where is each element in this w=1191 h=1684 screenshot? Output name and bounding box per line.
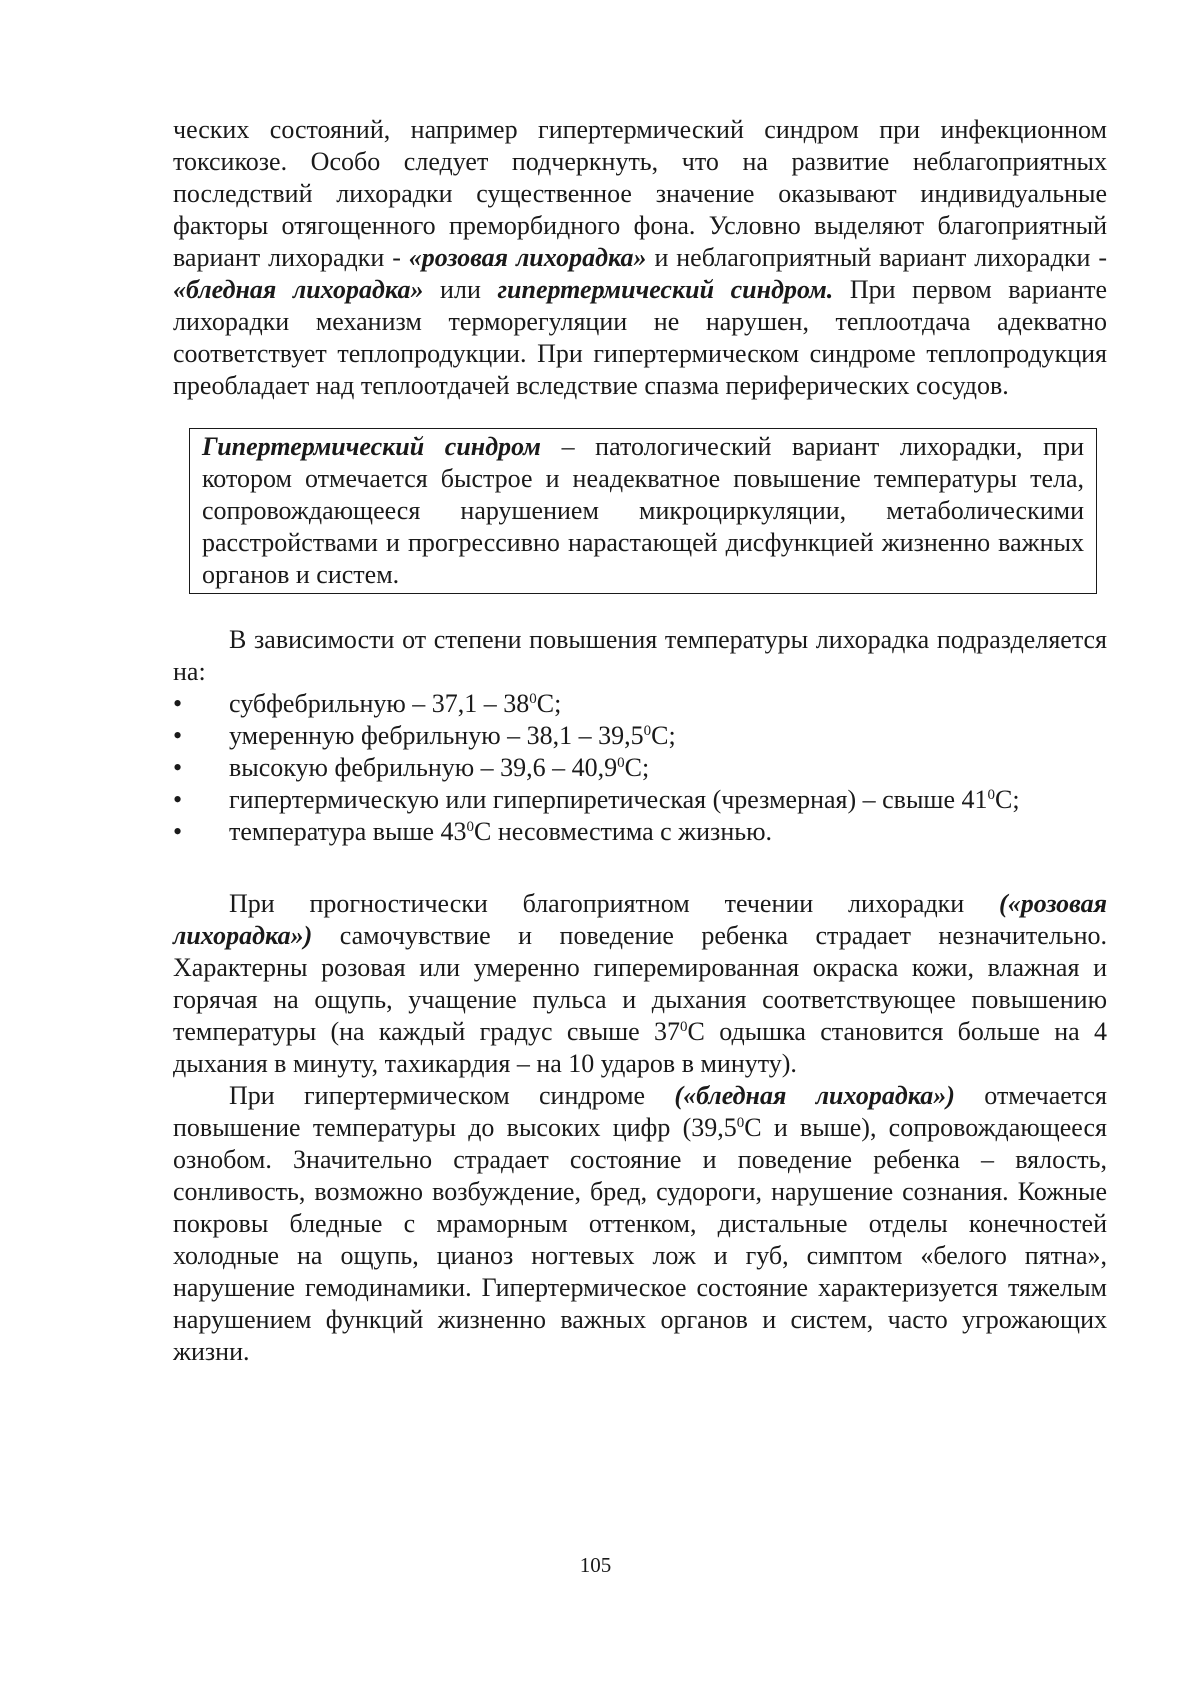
bullet-icon: • [173,689,183,718]
list-item [173,720,1107,752]
bullet-icon: • [173,817,183,846]
definition-text [202,431,1084,591]
definition-box [189,428,1097,594]
list-item-text: температура выше 43 [229,817,467,846]
intro-text-4: При первом варианте лихорадки механизм терморегуляции не нарушен, теплоотдача адекватно соответствует теплопродукции. При гипертермическом синдроме теплопродукция преобладает над теплоотдачей вследствие спазма периферических сосудов. [173,275,1108,400]
list-item-unit: С несовместима с жизнью. [474,817,773,846]
pale-fever-term: «бледная лихорадка» [173,275,424,304]
bullet-icon: • [173,721,183,750]
intro-text-1: ческих состояний, например гипертермический синдром при инфекционном токсикозе. Особо следует подчеркнуть, что на развитие неблагоприятных последствий лихорадки существенное значение оказывают индивидуальные факторы отягощенного преморбидного фона. Условно выделяют благоприятный вариант лихорадки - [173,115,1107,272]
list-item-text: субфебрильную – 37,1 – 38 [229,689,530,718]
degree-sup: 0 [736,1115,745,1131]
list-item-text: гипертермическую или гиперпиретическая (чрезмерная) – свыше 41 [229,785,988,814]
pale-fever-term: («бледная лихорадка») [674,1081,955,1110]
degree-sup: 0 [529,691,537,707]
pink-text-1: При прогностически благоприятном течении лихорадки [229,889,1000,918]
list-item-unit: С; [994,785,1020,814]
list-item-unit: С; [624,753,650,782]
pink-text-2: самочувствие и поведение ребенка страдает незначительно. Характерны розовая или умеренно гиперемированная окраска кожи, влажная и горячая на ощупь, учащение пульса и дыхания соответствующее повышению температуры (на каждый градус свыше 37 [173,921,1107,1046]
pink-fever-term: «розовая лихорадка» [408,243,647,272]
intro-paragraph [173,114,1107,402]
pale-text-2: отмечается повышение температуры до высоких цифр (39,5 [173,1081,1107,1142]
bullet-icon: • [173,785,183,814]
intro-text-2: и неблагоприятный вариант лихорадки - [646,243,1108,272]
degree-sup: 0 [643,723,652,739]
list-item-text: высокую фебрильную – 39,6 – 40,9 [229,753,618,782]
definition-body: – патологический вариант лихорадки, при котором отмечается быстрое и неадекватное повышение температуры тела, сопровождающееся нарушением микроциркуляции, метаболическими расстройствами и прогрессивно нарастающей дисфункцией жизненно важных органов и систем. [202,432,1084,589]
pink-fever-paragraph [173,888,1107,1080]
degree-sup: 0 [680,1019,688,1035]
list-item [173,784,1107,816]
pale-fever-paragraph [173,1080,1107,1368]
pink-text-3: С одышка становится больше на 4 дыхания в минуту, тахикардия – на 10 ударов в минуту). [173,1017,1107,1078]
definition-term: Гипертермический синдром [202,432,541,461]
list-item-unit: С; [651,721,676,750]
bullet-icon: • [173,753,183,782]
degree-sup: 0 [617,755,625,771]
grades-intro: В зависимости от степени повышения температуры лихорадка подразделяется на: [173,625,1107,686]
page-number: 105 [579,1553,612,1577]
pale-text-3: С и выше), сопровождающееся ознобом. Значительно страдает состояние и поведение ребенка – вялость, сонливость, возможно возбуждение, бред, судороги, нарушение сознания. Кожные покровы бледные с мраморным оттенком, дистальные отделы конечностей холодные на ощупь, цианоз ногтевых лож и губ, симптом «белого пятна», нарушение гемодинамики. Гипертермическое состояние характеризуется тяжелым нарушением функций жизненно важных органов и систем, часто угрожающих жизни. [173,1113,1107,1366]
list-item-unit: С; [536,689,562,718]
page-body [173,114,1107,1368]
pale-text-1: При гипертермическом синдроме [229,1081,675,1110]
list-item [173,752,1107,784]
pink-fever-term: («розовая лихорадка») [173,889,1107,950]
list-item-text: умеренную фебрильную – 38,1 – 39,5 [229,721,644,750]
hyperthermic-syndrome-term: гипертермический синдром. [497,275,834,304]
list-item [173,688,1107,720]
degree-sup: 0 [987,787,995,803]
intro-text-3: или [423,275,498,304]
list-item [173,816,1107,848]
degree-sup: 0 [466,819,475,835]
fever-grades-list [173,688,1107,848]
